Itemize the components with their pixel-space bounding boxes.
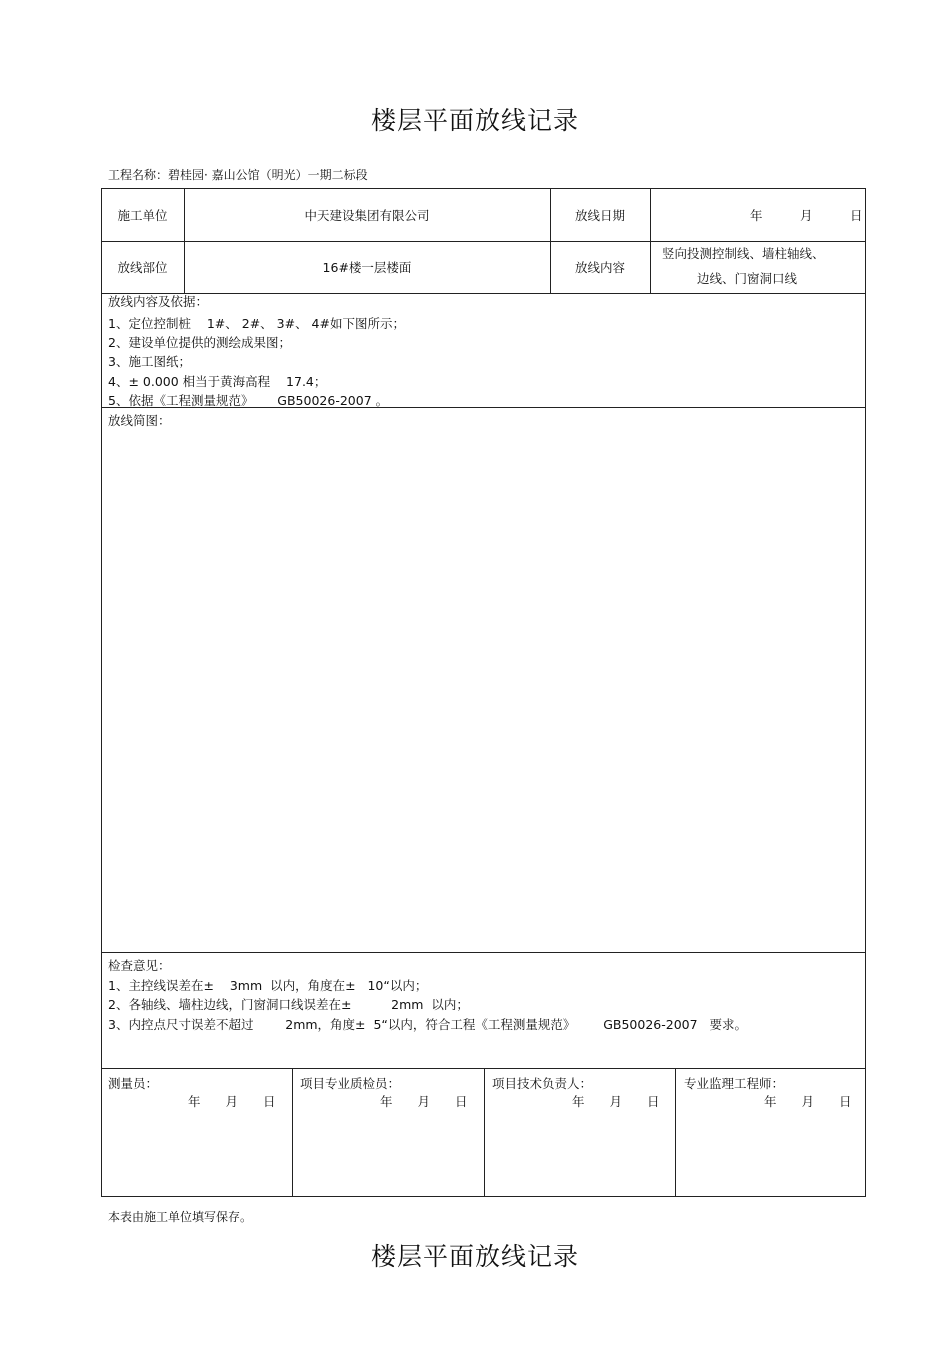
col-divider bbox=[675, 1068, 676, 1197]
technical-lead-label: 项目技术负责人： bbox=[492, 1076, 593, 1091]
surveyor-label: 测量员： bbox=[108, 1076, 159, 1091]
inspection-item: 1、主控线误差在± 3mm 以内，角度在± 10“以内； bbox=[108, 978, 428, 993]
basis-heading: 放线内容及依据： bbox=[108, 294, 209, 309]
date-value: 年 月 日 bbox=[750, 207, 863, 223]
basis-item: 2、建设单位提供的测绘成果图； bbox=[108, 335, 291, 350]
page-title: 楼层平面放线记录 bbox=[370, 106, 579, 135]
part-label: 放线部位 bbox=[117, 260, 168, 275]
content-value-line1: 竖向投测控制线、墙柱轴线、 bbox=[662, 246, 825, 261]
col-divider bbox=[650, 188, 651, 293]
technical-lead-date: 年 月 日 bbox=[572, 1094, 660, 1109]
basis-item: 4、± 0.000 相当于黄海高程 17.4； bbox=[108, 374, 327, 389]
part-value: 16#楼一层楼面 bbox=[322, 260, 412, 275]
footer-note: 本表由施工单位填写保存。 bbox=[108, 1210, 253, 1224]
row-divider bbox=[101, 293, 866, 294]
content-value-line2: 边线、门窗洞口线 bbox=[697, 271, 798, 286]
content-label: 放线内容 bbox=[574, 260, 625, 275]
col-divider bbox=[292, 1068, 293, 1197]
row-divider bbox=[101, 952, 866, 953]
inspection-item: 2、各轴线、墙柱边线，门窗洞口线误差在± 2mm 以内； bbox=[108, 997, 469, 1012]
date-label: 放线日期 bbox=[574, 207, 625, 223]
inspection-heading: 检查意见： bbox=[108, 958, 171, 973]
basis-item: 5、依据《工程测量规范》 GB50026-2007 。 bbox=[108, 393, 389, 408]
inspection-item: 3、内控点尺寸误差不超过 2mm，角度± 5“以内，符合工程《工程测量规范》 GB50026-2007 要求。 bbox=[108, 1017, 747, 1032]
supervisor-date: 年 月 日 bbox=[764, 1094, 852, 1109]
col-divider bbox=[484, 1068, 485, 1197]
surveyor-date: 年 月 日 bbox=[188, 1094, 276, 1109]
repeated-title: 楼层平面放线记录 bbox=[370, 1242, 579, 1271]
sketch-heading: 放线简图： bbox=[108, 413, 171, 428]
quality-inspector-date: 年 月 日 bbox=[380, 1094, 468, 1109]
unit-value: 中天建设集团有限公司 bbox=[304, 207, 430, 223]
project-name: 工程名称：碧桂园· 嘉山公馆（明光）一期二标段 bbox=[108, 168, 368, 182]
basis-item: 3、施工图纸； bbox=[108, 354, 191, 369]
unit-label: 施工单位 bbox=[117, 207, 168, 223]
basis-item: 1、定位控制桩 1#、 2#、 3#、 4#如下图所示； bbox=[108, 316, 405, 331]
supervisor-label: 专业监理工程师： bbox=[684, 1076, 785, 1091]
quality-inspector-label: 项目专业质检员： bbox=[300, 1076, 401, 1091]
